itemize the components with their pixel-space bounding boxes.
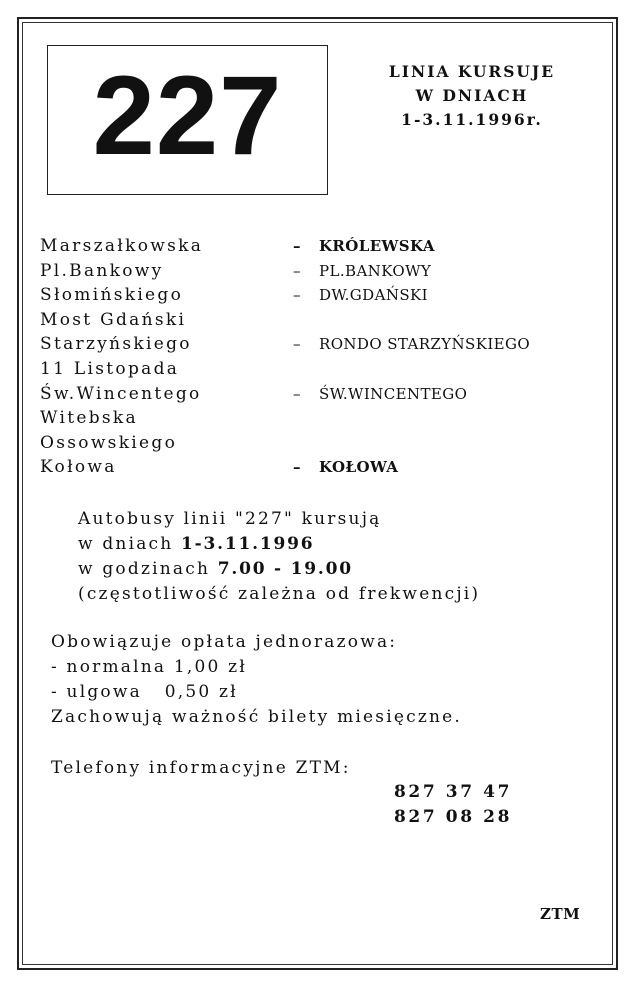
phone-numbers	[394, 780, 512, 830]
phone-number: 827 08 28	[394, 807, 513, 827]
fare-reduced: - ulgowa 0,50 zł	[51, 682, 238, 702]
route-stop: – RONDO STARZYŃSKIEGO	[293, 335, 531, 354]
route-stop: – ŚW.WINCENTEGO	[293, 384, 468, 403]
fares-info	[51, 630, 462, 730]
route-street: Słomińskiego	[40, 285, 184, 306]
ztm-signature: ZTM	[540, 905, 581, 923]
route-stop-name: PL.BANKOWY	[319, 261, 432, 280]
service-line-4: (częstotliwość zależna od frekwencji)	[78, 584, 481, 604]
route-street: Św.Wincentego	[40, 383, 202, 404]
line-number: 227	[92, 53, 283, 178]
phones-heading: Telefony informacyjne ZTM:	[51, 758, 351, 778]
fares-heading: Obowiązuje opłata jednorazowa:	[51, 632, 398, 652]
route-street: Most Gdański	[40, 309, 187, 330]
service-line-1: Autobusy linii "227" kursują	[78, 509, 382, 529]
route-street: Ossowskiego	[40, 432, 178, 453]
route-stop: – DW.GDAŃSKI	[293, 286, 428, 305]
service-days-value: 1-3.11.1996	[181, 534, 315, 554]
route-street: Marszałkowska	[40, 236, 204, 256]
line-number-box	[47, 45, 328, 195]
phone-number: 827 37 47	[394, 782, 513, 802]
service-hours-value: 7.00 - 19.00	[217, 559, 353, 579]
route-stop-name: DW.GDAŃSKI	[319, 286, 428, 305]
service-hours-label: w godzinach	[78, 559, 218, 579]
route-street: 11 Listopada	[40, 358, 180, 379]
days-line-3: 1-3.11.1996r.	[401, 110, 543, 129]
route-street: Witebska	[40, 408, 138, 429]
days-line-1: LINIA KURSUJE	[388, 62, 556, 81]
route-street: Kołowa	[40, 457, 117, 478]
service-info	[78, 507, 480, 607]
fares-monthly-note: Zachowują ważność bilety miesięczne.	[51, 707, 463, 727]
service-line-3	[78, 557, 480, 582]
fare-normal: - normalna 1,00 zł	[51, 657, 247, 677]
route-stop-name: ŚW.WINCENTEGO	[319, 384, 468, 403]
route-stop: – PL.BANKOWY	[293, 261, 432, 280]
service-days-label: w dniach	[78, 534, 182, 554]
days-line-2: W DNIACH	[415, 86, 529, 105]
service-line-2	[78, 532, 480, 557]
operating-days-notice	[372, 60, 572, 132]
route-street: Pl.Bankowy	[40, 260, 164, 281]
route-stop-name: KRÓLEWSKA	[319, 237, 435, 255]
route-stop: – KRÓLEWSKA	[293, 237, 435, 255]
route-stop-name: RONDO STARZYŃSKIEGO	[319, 335, 531, 354]
route-stop: – KOŁOWA	[293, 458, 399, 477]
route-stop-name: KOŁOWA	[319, 458, 399, 477]
route-street: Starzyńskiego	[40, 334, 192, 355]
